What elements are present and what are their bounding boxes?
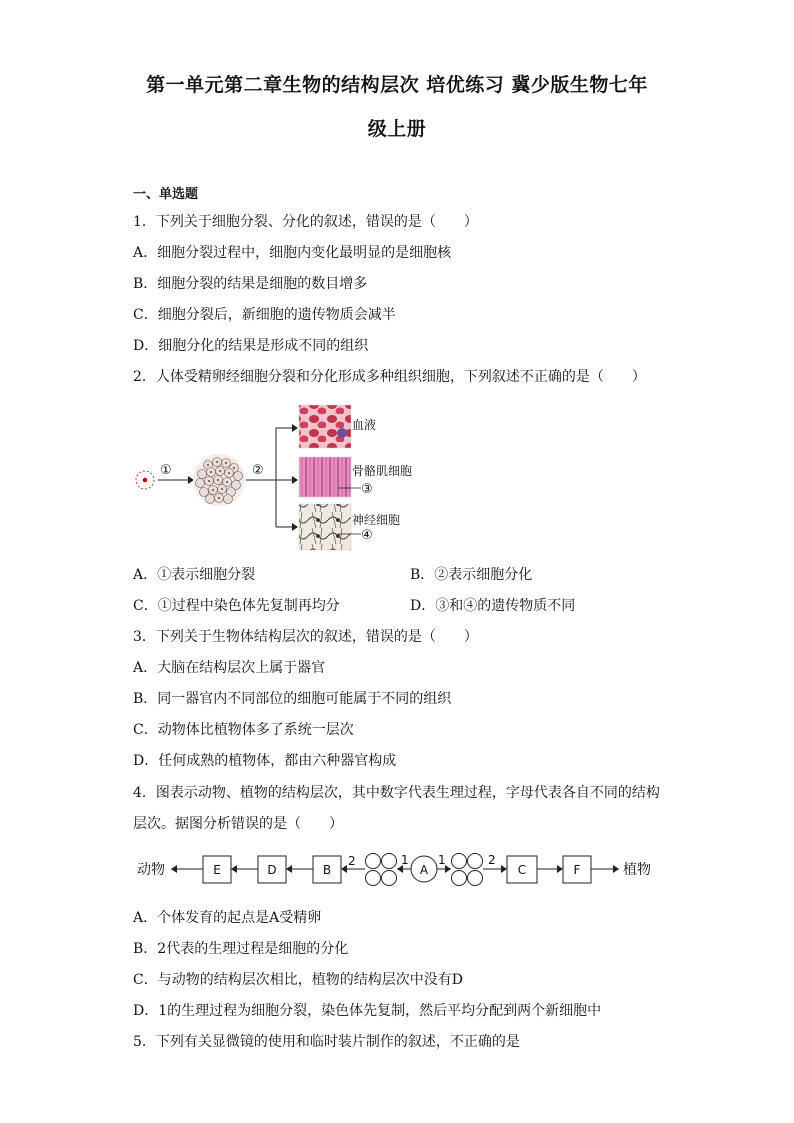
q3-option-d: D．任何成熟的植物体，都由六种器官构成 <box>133 753 397 769</box>
marker-4: ④ <box>361 528 373 543</box>
label-1-right: 1 <box>438 853 446 867</box>
marker-3: ③ <box>361 482 373 497</box>
nerve-cell-image <box>299 504 351 550</box>
q1-stem: 1．下列关于细胞分裂、分化的叙述，错误的是（ ） <box>133 214 478 230</box>
page-title-line-1: 第一单元第二章生物的结构层次 培优练习 冀少版生物七年 <box>146 74 648 96</box>
four-cells-left-icon <box>366 854 397 886</box>
q1-option-d: D．细胞分化的结果是形成不同的组织 <box>133 338 369 354</box>
q3-option-b: B．同一器官内不同部位的细胞可能属于不同的组织 <box>133 691 452 707</box>
q1-option-b: B．细胞分裂的结果是细胞的数目增多 <box>133 276 368 292</box>
q3-option-c: C．动物体比植物体多了系统一层次 <box>133 722 354 738</box>
q1-option-a: A．细胞分裂过程中，细胞内变化最明显的是细胞核 <box>133 245 452 261</box>
q2-option-a: A．①表示细胞分裂 <box>133 567 256 583</box>
q4-option-a: A．个体发育的起点是A受精卵 <box>133 910 322 926</box>
svg-text:B: B <box>322 863 332 877</box>
label-plant: 植物 <box>623 862 651 878</box>
q2-option-d: D．③和④的遗传物质不同 <box>410 598 576 614</box>
four-cells-right-icon <box>452 854 483 886</box>
q2-option-b: B．②表示细胞分化 <box>410 567 533 583</box>
q3-stem: 3．下列关于生物体结构层次的叙述，错误的是（ ） <box>133 629 478 645</box>
skeletal-muscle-image <box>299 457 351 497</box>
q4-stem-line-1: 4．图表示动物、植物的结构层次，其中数字代表生理过程，字母代表各自不同的结构 <box>133 785 660 801</box>
page-title-line-2: 级上册 <box>367 118 427 140</box>
q4-option-d: D．1的生理过程为细胞分裂，染色体先复制，然后平均分配到两个新细胞中 <box>133 1003 602 1019</box>
label-skeletal-muscle: 骨骼肌细胞 <box>352 464 413 478</box>
label-nerve-cell: 神经细胞 <box>352 513 401 527</box>
step-2-label: ② <box>252 463 264 478</box>
blood-tissue-image <box>299 405 351 448</box>
svg-text:E: E <box>213 863 221 877</box>
q4-option-b: B．2代表的生理过程是细胞的分化 <box>133 941 349 957</box>
q5-stem: 5．下列有关显微镜的使用和临时装片制作的叙述，不正确的是 <box>133 1034 520 1050</box>
q1-option-c: C．细胞分裂后，新细胞的遗传物质会减半 <box>133 307 396 323</box>
q4-option-c: C．与动物的结构层次相比，植物的结构层次中没有D <box>133 972 463 988</box>
q2-stem: 2．人体受精卵经细胞分裂和分化形成多种组织细胞，下列叙述不正确的是（ ） <box>133 369 646 385</box>
q3-option-a: A．大脑在结构层次上属于器官 <box>133 660 326 676</box>
zygote-icon <box>136 471 154 489</box>
section-heading: 一、单选题 <box>133 187 199 202</box>
svg-text:C: C <box>517 863 527 877</box>
cell-cluster-icon <box>193 454 245 506</box>
svg-text:A: A <box>419 863 429 877</box>
label-animal: 动物 <box>137 862 165 878</box>
step-1-label: ① <box>160 463 172 478</box>
label-2-left: 2 <box>348 854 356 868</box>
q2-cell-differentiation-figure <box>128 400 428 555</box>
q2-option-c: C．①过程中染色体先复制再均分 <box>133 598 340 614</box>
svg-text:D: D <box>267 863 277 877</box>
svg-text:F: F <box>573 863 581 877</box>
q4-stem-line-2: 层次。据图分析错误的是（ ） <box>133 816 343 832</box>
q4-structure-level-diagram <box>133 848 663 892</box>
label-blood: 血液 <box>352 418 377 432</box>
label-2-right: 2 <box>488 853 496 867</box>
label-1-left: 1 <box>401 853 409 867</box>
